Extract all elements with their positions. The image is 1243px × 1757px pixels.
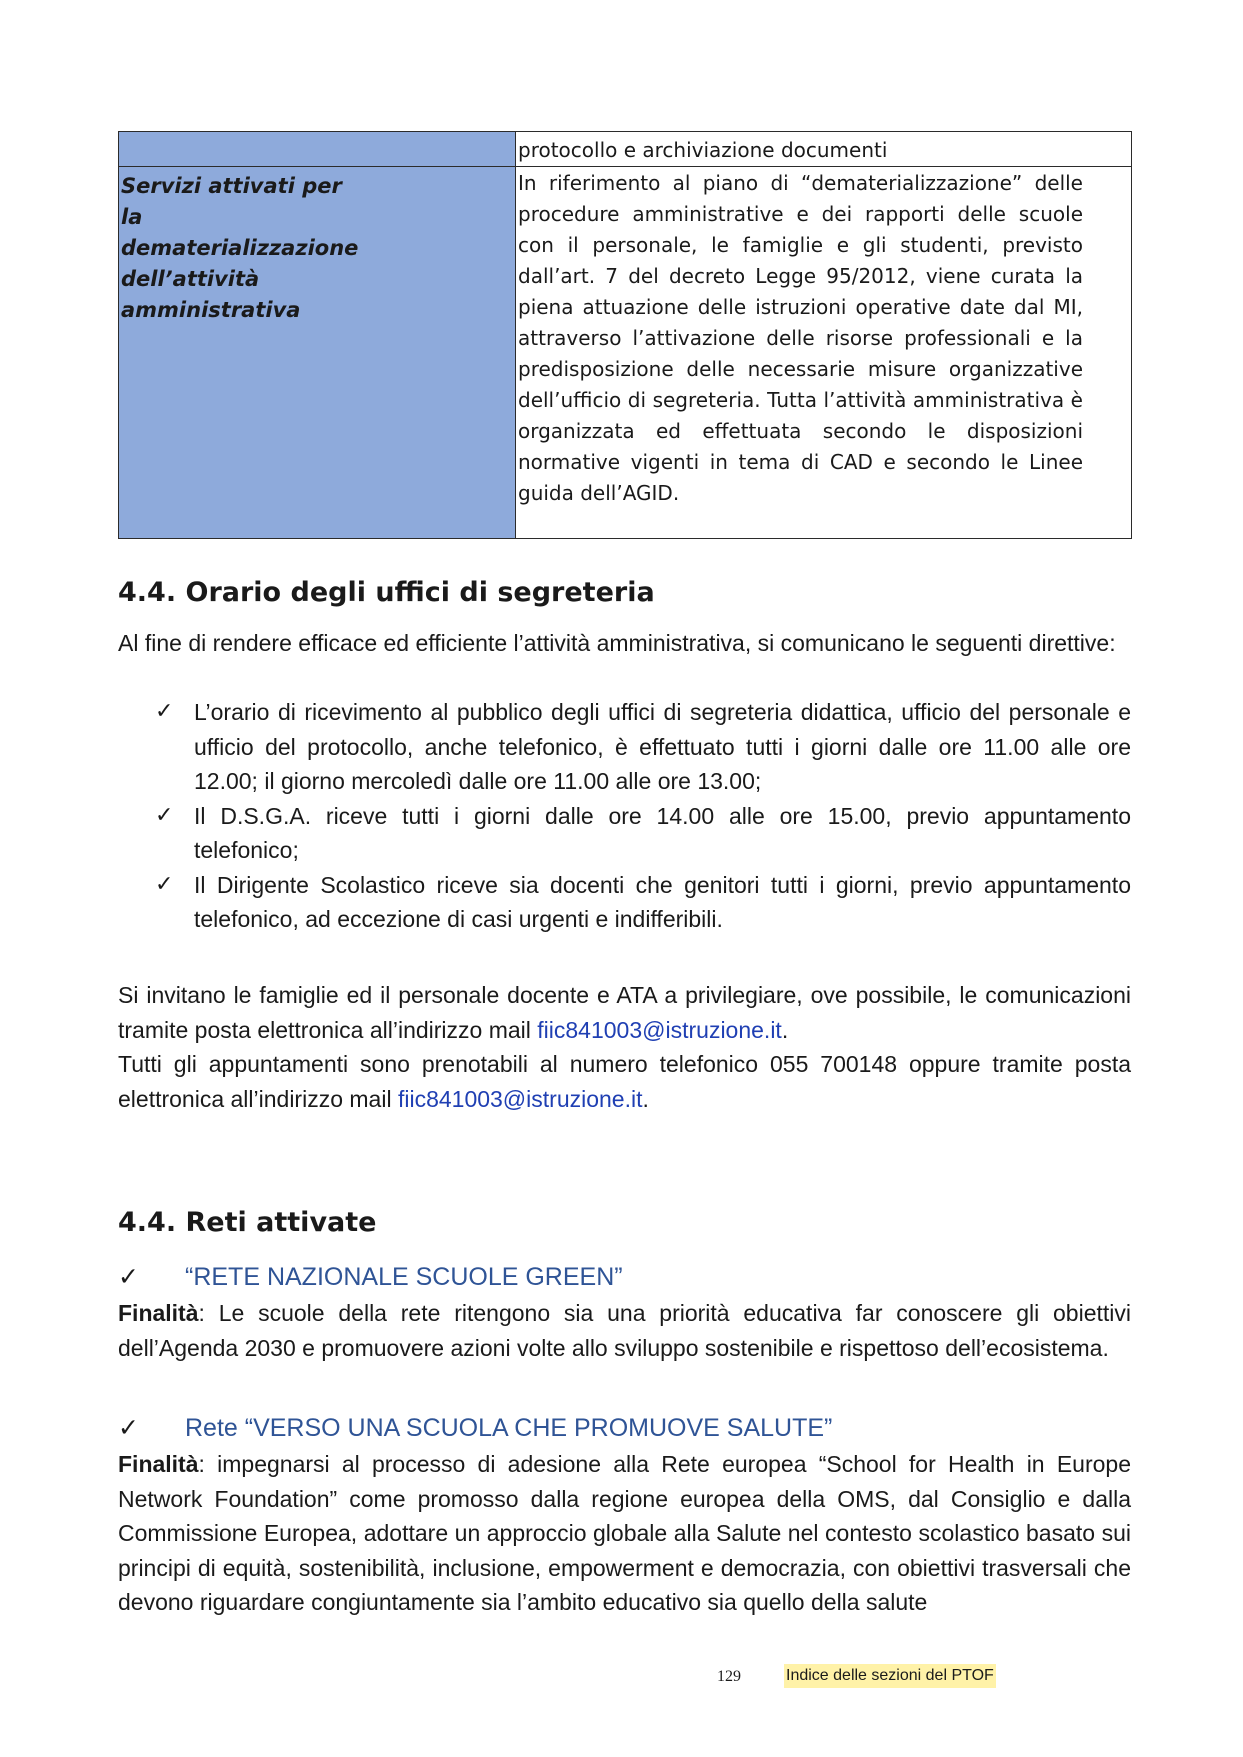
table-value-text: protocollo e archiviazione documenti [518, 138, 888, 162]
section-heading-orario: 4.4. Orario degli uffici di segreteria [118, 577, 655, 608]
table-value-cell [516, 167, 1132, 539]
services-table [118, 131, 1132, 539]
table-label-cell [119, 167, 516, 539]
list-item [155, 868, 1131, 937]
table-value-cell [516, 132, 1132, 167]
list-item [155, 799, 1131, 868]
network-salute-description: Finalità: impegnarsi al processo di adesione alla Rete europea “School for Health in Europe Network Foundation” come promosso dalla regione europea della OMS, dal Consiglio e dalla Commissione Europea, adottare un approccio globale alla Salute nel contesto scolastico basato sui principi di equità, sostenibilità, inclusione, empowerment e democrazia, con obiettivi trasversali che devono riguardare congiuntamente sia l’ambito educativo sia quello della salute [118, 1451, 1131, 1615]
checkmark-icon: ✓ [155, 871, 174, 897]
orario-intro: Al fine di rendere efficace ed efficiente l’attività amministrativa, si comunicano le seguenti direttive: [118, 630, 1116, 656]
email-link[interactable]: fiic841003@istruzione.it [397, 1085, 643, 1112]
finalita-label: Finalità [118, 1451, 199, 1477]
index-link[interactable]: Indice delle sezioni del PTOF [784, 1664, 996, 1688]
checkmark-icon: ✓ [155, 802, 174, 828]
table-label-cell [119, 132, 516, 167]
network-title-salute: ✓ Rete “VERSO UNA SCUOLA CHE PROMUOVE SALUTE” [118, 1413, 833, 1442]
checkmark-icon: ✓ [118, 1262, 139, 1291]
list-item-text: Il D.S.G.A. riceve tutti i giorni dalle ore 14.00 alle ore 15.00, previo appuntamento telefonico; [194, 802, 1131, 863]
email-link[interactable]: fiic841003@istruzione.it [537, 1016, 782, 1043]
table-row [119, 132, 1132, 167]
checkmark-icon: ✓ [118, 1413, 139, 1442]
table-row [119, 167, 1132, 539]
table-label-text: Servizi attivati per la dematerializzazione dell’attività amministrativa [121, 174, 359, 322]
list-item-text: L’orario di ricevimento al pubblico degli uffici di segreteria didattica, ufficio del personale e ufficio del protocollo, anche telefonico, è effettuato tutti i giorni dalle ore 11.00 alle ore 12.00; il giorno mercoledì dalle ore 11.00 alle ore 13.00; [194, 699, 1131, 794]
finalita-label: Finalità [118, 1300, 199, 1326]
network-title-green: ✓ “RETE NAZIONALE SCUOLE GREEN” [118, 1262, 623, 1291]
table-value-text: In riferimento al piano di “dematerializzazione” delle procedure amministrative e dei rapporti delle scuole con il personale, le famiglie e gli studenti, previsto dall’art. 7 del decreto Legge 95/2012, viene curata la piena attuazione delle istruzioni operative date dal MI, attraverso l’attivazione delle risorse professionali e la predisposizione delle necessarie misure organizzative dell’ufficio di segreteria. Tutta l’attività amministrativa è organizzata ed effettuata secondo le disposizioni normative vigenti in tema di CAD e secondo le Linee guida dell’AGID. [518, 171, 1083, 505]
page-number: 129 [717, 1668, 741, 1685]
list-item-text: Il Dirigente Scolastico riceve sia docenti che genitori tutti i giorni, previo appuntamento telefonico, ad eccezione di casi urgenti e indifferibili. [194, 871, 1131, 932]
contact-paragraph-1: Si invitano le famiglie ed il personale docente e ATA a privilegiare, ove possibile, le comunicazioni tramite posta elettronica all’indirizzo mail fiic841003@istruzione.it. [118, 982, 1131, 1043]
checkmark-icon: ✓ [155, 699, 174, 724]
contact-paragraph-2: Tutti gli appuntamenti sono prenotabili al numero telefonico 055 700148 oppure tramite posta elettronica all’indirizzo mail fiic841003@istruzione.it. [118, 1051, 1131, 1112]
orario-list [155, 695, 1131, 937]
list-item [155, 695, 1131, 799]
section-heading-reti: 4.4. Reti attivate [118, 1207, 377, 1238]
network-green-description: Finalità: Le scuole della rete ritengono sia una priorità educativa far conoscere gli obiettivi dell’Agenda 2030 e promuovere azioni volte allo sviluppo sostenibile e rispettoso dell’ecosistema. [118, 1300, 1131, 1361]
page-footer [0, 1664, 1243, 1692]
